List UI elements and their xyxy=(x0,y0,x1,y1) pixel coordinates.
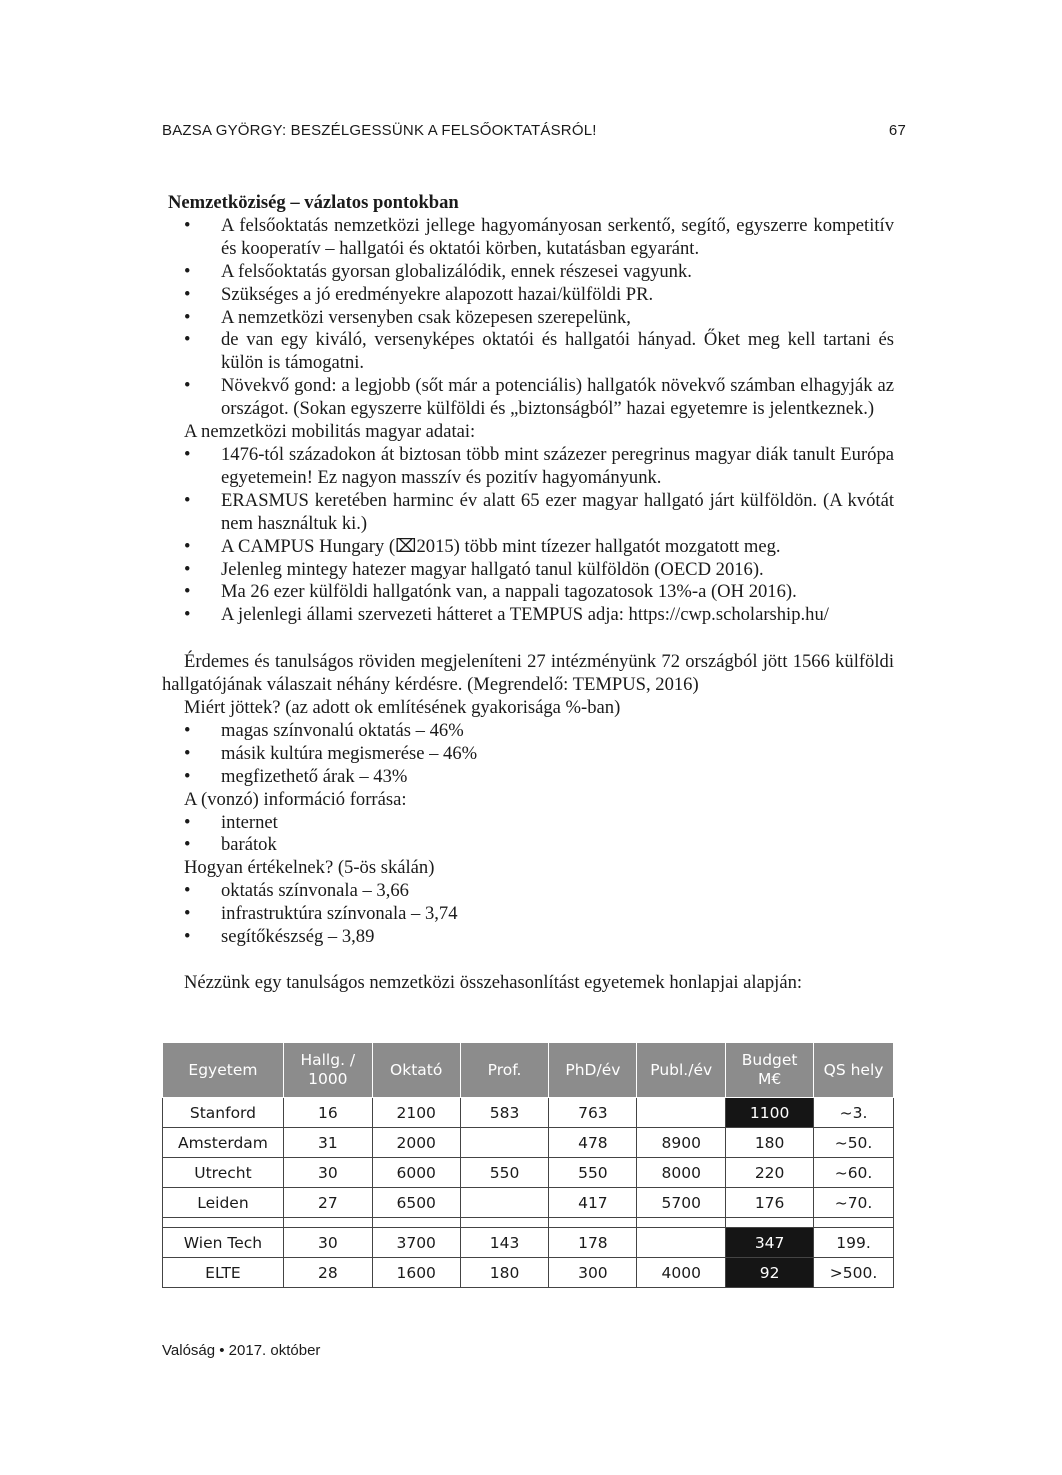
university-comparison-table xyxy=(162,1042,894,1288)
table-cell: 550 xyxy=(460,1158,549,1188)
table-cell xyxy=(460,1128,549,1158)
table-cell: ~3. xyxy=(814,1098,894,1128)
bullet-glyph: • xyxy=(184,283,191,305)
table-cell: >500. xyxy=(814,1258,894,1288)
spacer xyxy=(162,949,894,972)
bullet-glyph: • xyxy=(184,719,191,741)
survey-question-source: A (vonzó) információ forrása: xyxy=(184,788,407,810)
bullet-glyph: • xyxy=(184,834,191,856)
bullet-glyph: • xyxy=(184,765,191,787)
table-cell: Stanford xyxy=(163,1098,284,1128)
why-list xyxy=(162,720,894,789)
table-cell: 8900 xyxy=(637,1128,726,1158)
column-header: Egyetem xyxy=(163,1043,284,1098)
list-item: • A jelenlegi állami szervezeti hátteret a TEMPUS adja: https://cwp.scholarship.hu/ xyxy=(184,604,829,626)
list-item: • Növekvő gond: a legjobb (sőt már a potenciális) hallgatók növekvő számban elhagyják az országot. (Sokan egyszerre külföldi és „biztonságból” hazai egyetemre is jelentkeznek.) xyxy=(184,375,894,420)
table-cell: 31 xyxy=(283,1128,372,1158)
table-intro: Nézzünk egy tanulságos nemzetközi összehasonlítást egyetemek honlapjai alapján: xyxy=(184,972,803,993)
bullet-glyph: • xyxy=(184,903,191,925)
list-item: • ERASMUS keretében harminc év alatt 65 ezer magyar hallgató járt külföldön. (A kvótát nem használtuk ki.) xyxy=(184,489,894,534)
table-cell: 4000 xyxy=(637,1258,726,1288)
table-row xyxy=(163,1098,894,1128)
table-cell: Leiden xyxy=(163,1188,284,1218)
table-header-row xyxy=(163,1043,894,1098)
table-cell: 199. xyxy=(814,1228,894,1258)
table-cell: 6000 xyxy=(372,1158,460,1188)
bullet-glyph: • xyxy=(184,489,191,511)
bullet-glyph: • xyxy=(184,558,191,580)
list-item: • Jelenleg mintegy hatezer magyar hallgató tanul külföldön (OECD 2016). xyxy=(184,558,764,580)
bullet-glyph: • xyxy=(184,742,191,764)
article-body xyxy=(162,192,894,995)
table-cell: Amsterdam xyxy=(163,1128,284,1158)
bullet-glyph: • xyxy=(184,535,191,557)
table-cell: 178 xyxy=(549,1228,637,1258)
table-cell: ~60. xyxy=(814,1158,894,1188)
bullet-glyph: • xyxy=(184,214,191,236)
running-title: BAZSA GYÖRGY: BESZÉLGESSÜNK A FELSŐOKTATÁSRÓL! xyxy=(162,122,597,139)
mobility-list xyxy=(162,444,894,627)
bullet-glyph: • xyxy=(184,926,191,948)
table-cell: 30 xyxy=(283,1228,372,1258)
list-item: • magas színvonalú oktatás – 46% xyxy=(184,719,464,741)
list-item: • segítőkészség – 3,89 xyxy=(184,926,375,948)
table-cell: 550 xyxy=(549,1158,637,1188)
table-cell: 583 xyxy=(460,1098,549,1128)
source-list xyxy=(162,812,894,858)
table-cell: 176 xyxy=(726,1188,814,1218)
table-cell: 5700 xyxy=(637,1188,726,1218)
bullet-glyph: • xyxy=(184,581,191,603)
table-cell xyxy=(637,1228,726,1258)
table-cell: Wien Tech xyxy=(163,1228,284,1258)
mobility-lead: A nemzetközi mobilitás magyar adatai: xyxy=(184,421,476,443)
table-cell-highlighted: 347 xyxy=(726,1228,814,1258)
list-item: • A felsőoktatás nemzetközi jellege hagyományosan serkentő, segítő, egyszerre kompetitív és kooperatív – hallgatói és oktatói körben, kutatásban egyaránt. xyxy=(184,214,894,259)
table-cell: 300 xyxy=(549,1258,637,1288)
internationality-list xyxy=(162,215,894,421)
bullet-glyph: • xyxy=(184,811,191,833)
column-header: Prof. xyxy=(460,1043,549,1098)
list-item: • oktatás színvonala – 3,66 xyxy=(184,880,409,902)
running-header xyxy=(162,122,906,139)
table-cell: 180 xyxy=(460,1258,549,1288)
list-item: • Szükséges a jó eredményekre alapozott hazai/külföldi PR. xyxy=(184,283,654,305)
table-cell: 28 xyxy=(283,1258,372,1288)
table-cell: 763 xyxy=(549,1098,637,1128)
table-row xyxy=(163,1188,894,1218)
table-cell: 6500 xyxy=(372,1188,460,1218)
list-item: • infrastruktúra színvonala – 3,74 xyxy=(184,903,458,925)
table-cell: 180 xyxy=(726,1128,814,1158)
table-row xyxy=(163,1128,894,1158)
bullet-glyph: • xyxy=(184,880,191,902)
table-cell xyxy=(637,1098,726,1128)
table-row xyxy=(163,1158,894,1188)
table-cell: 27 xyxy=(283,1188,372,1218)
column-header: Oktató xyxy=(372,1043,460,1098)
table-row xyxy=(163,1258,894,1288)
bullet-glyph: • xyxy=(184,443,191,465)
table-cell: 143 xyxy=(460,1228,549,1258)
bullet-glyph: • xyxy=(184,260,191,282)
table-row xyxy=(163,1228,894,1258)
table-cell: ~50. xyxy=(814,1128,894,1158)
table-cell: 417 xyxy=(549,1188,637,1218)
table-cell: 2000 xyxy=(372,1128,460,1158)
column-header: PhD/év xyxy=(549,1043,637,1098)
section-heading: Nemzetköziség – vázlatos pontokban xyxy=(168,192,459,213)
list-item: • barátok xyxy=(184,834,277,856)
page-number: 67 xyxy=(888,122,906,139)
spacer xyxy=(162,627,894,651)
list-item: • A nemzetközi versenyben csak közepesen szerepelünk, xyxy=(184,306,631,328)
table-cell: 220 xyxy=(726,1158,814,1188)
table-cell-highlighted: 92 xyxy=(726,1258,814,1288)
survey-question-rating: Hogyan értékelnek? (5-ös skálán) xyxy=(184,857,435,879)
column-header: Budget M€ xyxy=(726,1043,814,1098)
list-item: • 1476-tól századokon át biztosan több mint százezer peregrinus magyar diák tanult Európa egyetemein! Ez nagyon masszív és pozitív hagyományunk. xyxy=(184,443,894,488)
bullet-glyph: • xyxy=(184,604,191,626)
table-cell: ELTE xyxy=(163,1258,284,1288)
list-item: • A felsőoktatás gyorsan globalizálódik, ennek részesei vagyunk. xyxy=(184,260,692,282)
rating-list xyxy=(162,880,894,949)
survey-question-why: Miért jöttek? (az adott ok említésének gyakorisága %-ban) xyxy=(184,697,621,719)
table-spacer-row xyxy=(163,1218,894,1228)
list-item: • másik kultúra megismerése – 46% xyxy=(184,742,478,764)
table-cell: ~70. xyxy=(814,1188,894,1218)
table-cell: 478 xyxy=(549,1128,637,1158)
table-cell: 30 xyxy=(283,1158,372,1188)
list-item: • A CAMPUS Hungary (⌧2015) több mint tízezer hallgatót mozgatott meg. xyxy=(184,535,781,557)
list-item: • internet xyxy=(184,811,278,833)
column-header: QS hely xyxy=(814,1043,894,1098)
bullet-glyph: • xyxy=(184,375,191,397)
list-item: • megfizethető árak – 43% xyxy=(184,765,408,787)
column-header: Hallg. / 1000 xyxy=(283,1043,372,1098)
table-cell: 3700 xyxy=(372,1228,460,1258)
table-cell: 16 xyxy=(283,1098,372,1128)
list-item: • Ma 26 ezer külföldi hallgatónk van, a nappali tagozatosok 13%-a (OH 2016). xyxy=(184,581,797,603)
bullet-glyph: • xyxy=(184,329,191,351)
survey-paragraph: Érdemes és tanulságos röviden megjeleníteni 27 intézményünk 72 országból jött 1566 külföldi hallgatójának válaszait néhány kérdésre. (Megrendelő: TEMPUS, 2016) xyxy=(162,651,894,696)
table-cell-highlighted: 1100 xyxy=(726,1098,814,1128)
table-cell xyxy=(460,1188,549,1218)
table-cell: 1600 xyxy=(372,1258,460,1288)
bullet-glyph: • xyxy=(184,306,191,328)
table-cell: 2100 xyxy=(372,1098,460,1128)
table-cell: Utrecht xyxy=(163,1158,284,1188)
column-header: Publ./év xyxy=(637,1043,726,1098)
table-cell: 8000 xyxy=(637,1158,726,1188)
page-footer: Valóság • 2017. október xyxy=(162,1342,321,1359)
list-item: • de van egy kiváló, versenyképes oktatói és hallgatói hányad. Őket meg kell tartani és külön is támogatni. xyxy=(184,329,894,374)
